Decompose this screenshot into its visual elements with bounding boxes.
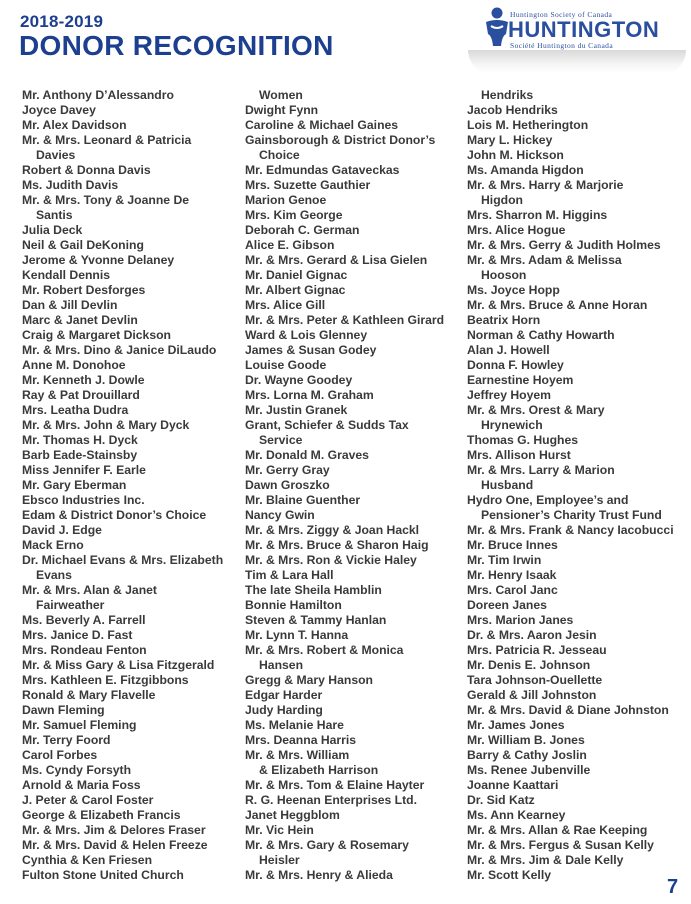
donor-name: Mr. & Mrs. Bruce & Anne Horan [467, 298, 648, 312]
logo-wordmark: HUNTINGTON [508, 17, 660, 42]
donor-name: Mr. Alex Davidson [22, 118, 127, 132]
donor-name: Mr. & Mrs. Tom & Elaine Hayter [245, 778, 425, 792]
donor-name: Mrs. Carol Janc [467, 583, 558, 597]
year-label: 2018-2019 [20, 12, 104, 31]
donor-name: Davies [36, 148, 76, 162]
donor-name: Mr. & Mrs. Bruce & Sharon Haig [245, 538, 429, 552]
donor-name: Mr. Thomas H. Dyck [22, 433, 138, 447]
donor-name: Mr. & Mrs. Gerard & Lisa Gielen [245, 253, 428, 267]
donor-name: Mr. & Mrs. Frank & Nancy Iacobucci [467, 523, 674, 537]
huntington-logo [468, 4, 686, 74]
logo-french-name: Société Huntington du Canada [510, 41, 614, 50]
donor-name: Mrs. Allison Hurst [467, 448, 571, 462]
donor-name: Dr. Wayne Goodey [245, 373, 353, 387]
donor-name: Cynthia & Ken Friesen [22, 853, 153, 867]
donor-name: Hooson [481, 268, 527, 282]
donor-name: Mr. & Mrs. Harry & Marjorie [467, 178, 624, 192]
donor-name: Mr. & Mrs. William [245, 748, 350, 762]
donor-name: Mrs. Alice Gill [245, 298, 326, 312]
donor-name: Mrs. Suzette Gauthier [245, 178, 371, 192]
donor-column-1 [22, 88, 244, 883]
donor-name: Nancy Gwin [245, 508, 315, 522]
donor-name: Mr. & Mrs. Orest & Mary [467, 403, 605, 417]
donor-name: Mrs. Sharron M. Higgins [467, 208, 608, 222]
donor-name: Fulton Stone United Church [22, 868, 184, 882]
donor-name: Ms. Ann Kearney [467, 808, 566, 822]
donor-name: Mr. & Mrs. John & Mary Dyck [22, 418, 190, 432]
donor-name: Hansen [259, 658, 304, 672]
donor-name: John M. Hickson [467, 148, 564, 162]
donor-name: Caroline & Michael Gaines [245, 118, 399, 132]
donor-name: Mr. Donald M. Graves [245, 448, 369, 462]
donor-name: Barry & Cathy Joslin [467, 748, 587, 762]
donor-name: Alice E. Gibson [245, 238, 335, 252]
donor-name: Mr. Blaine Guenther [245, 493, 361, 507]
donor-name: Mr. & Mrs. Tony & Joanne De [22, 193, 190, 207]
donor-column-2 [245, 88, 467, 883]
donor-name: Ms. Judith Davis [22, 178, 119, 192]
donor-name: Mr. & Mrs. Peter & Kathleen Girard [245, 313, 445, 327]
donor-name: Doreen Janes [467, 598, 547, 612]
donor-name: Dawn Fleming [22, 703, 105, 717]
donor-name: Hrynewich [481, 418, 543, 432]
donor-name: Mr. Lynn T. Hanna [245, 628, 349, 642]
donor-name: Mr. Bruce Innes [467, 538, 558, 552]
donor-name: Gerald & Jill Johnston [467, 688, 597, 702]
donor-name: Mr. Anthony D’Alessandro [22, 88, 174, 102]
donor-name: Mr. & Mrs. David & Helen Freeze [22, 838, 208, 852]
donor-name: Mr. Tim Irwin [467, 553, 542, 567]
logo-swoosh [468, 50, 686, 74]
donor-name: Ebsco Industries Inc. [22, 493, 145, 507]
donor-name: Heisler [259, 853, 300, 867]
donor-name: Mr. Vic Hein [245, 823, 314, 837]
donor-name: Mr. Justin Granek [245, 403, 348, 417]
donor-name: Dr. & Mrs. Aaron Jesin [467, 628, 597, 642]
donor-name: Jeffrey Hoyem [467, 388, 551, 402]
donor-name: Beatrix Horn [467, 313, 541, 327]
donor-name: Mrs. Leatha Dudra [22, 403, 129, 417]
donor-name: Mr. & Mrs. Jim & Delores Fraser [22, 823, 206, 837]
donor-name: Mr. & Mrs. Ron & Vickie Haley [245, 553, 417, 567]
donor-name: Joanne Kaattari [467, 778, 559, 792]
donor-name: Ronald & Mary Flavelle [22, 688, 156, 702]
donor-name: Gainsborough & District Donor’s [245, 133, 436, 147]
donor-name: Dr. Sid Katz [467, 793, 535, 807]
donor-name: Ms. Amanda Higdon [467, 163, 584, 177]
donor-name: Mrs. Marion Janes [467, 613, 574, 627]
donor-name: Mr. & Mrs. Alan & Janet [22, 583, 157, 597]
donor-name: James & Susan Godey [245, 343, 377, 357]
page-title: DONOR RECOGNITION [19, 30, 334, 61]
donor-name: Mrs. Deanna Harris [245, 733, 357, 747]
donor-name: The late Sheila Hamblin [245, 583, 382, 597]
donor-name: Mr. & Mrs. Henry & Alieda [245, 868, 393, 882]
donor-name: Mr. & Mrs. Allan & Rae Keeping [467, 823, 648, 837]
donor-name: Mr. Samuel Fleming [22, 718, 137, 732]
donor-name: Mr. William B. Jones [467, 733, 585, 747]
donor-name: Higdon [481, 193, 523, 207]
donor-name: Marc & Janet Devlin [22, 313, 138, 327]
donor-name: Mrs. Rondeau Fenton [22, 643, 147, 657]
donor-name: Ms. Beverly A. Farrell [22, 613, 146, 627]
donor-name: Mr. Robert Desforges [22, 283, 146, 297]
donor-name: Edgar Harder [245, 688, 323, 702]
donor-name: Miss Jennifer F. Earle [22, 463, 146, 477]
donor-name: Mr. & Mrs. Leonard & Patricia [22, 133, 192, 147]
donor-column-3 [467, 88, 689, 883]
donor-name: Dr. Michael Evans & Mrs. Elizabeth [22, 553, 224, 567]
donor-name: Tara Johnson-Ouellette [467, 673, 603, 687]
donor-name: Mr. & Mrs. Robert & Monica [245, 643, 404, 657]
donor-name: Mrs. Lorna M. Graham [245, 388, 374, 402]
donor-name: Dan & Jill Devlin [22, 298, 118, 312]
donor-name: Mr. & Mrs. Jim & Dale Kelly [467, 853, 624, 867]
donor-name: Mrs. Kim George [245, 208, 343, 222]
donor-name: Joyce Davey [22, 103, 96, 117]
donor-name: Mr. James Jones [467, 718, 565, 732]
donor-name: Gregg & Mary Hanson [245, 673, 373, 687]
donor-name: Pensioner’s Charity Trust Fund [481, 508, 662, 522]
donor-name: Mr. & Mrs. David & Diane Johnston [467, 703, 669, 717]
donor-name: Mr. & Mrs. Dino & Janice DiLaudo [22, 343, 217, 357]
donor-name: Jacob Hendriks [467, 103, 558, 117]
donor-name: Kendall Dennis [22, 268, 111, 282]
donor-name: Mr. Scott Kelly [467, 868, 551, 882]
donor-name: Jerome & Yvonne Delaney [22, 253, 175, 267]
donor-name: Hydro One, Employee’s and [467, 493, 629, 507]
donor-name: Mr. & Miss Gary & Lisa Fitzgerald [22, 658, 215, 672]
donor-name: Mr. Denis E. Johnson [467, 658, 591, 672]
donor-name: Steven & Tammy Hanlan [245, 613, 387, 627]
donor-name: Dwight Fynn [245, 103, 319, 117]
donor-name: Evans [36, 568, 72, 582]
donor-name: Mack Erno [22, 538, 84, 552]
donor-name: Judy Harding [245, 703, 323, 717]
donor-name: Deborah C. German [245, 223, 360, 237]
logo-english-name: Huntington Society of Canada [510, 10, 613, 19]
donor-name: Barb Eade-Stainsby [22, 448, 138, 462]
donor-name: Grant, Schiefer & Sudds Tax [245, 418, 409, 432]
donor-name: Mr. Daniel Gignac [245, 268, 348, 282]
donor-name: Fairweather [36, 598, 105, 612]
donor-name: Bonnie Hamilton [245, 598, 342, 612]
donor-name: Marion Genoe [245, 193, 327, 207]
donor-name: Ms. Joyce Hopp [467, 283, 560, 297]
donor-name: Arnold & Maria Foss [22, 778, 141, 792]
donor-name: Mr. & Mrs. Adam & Melissa [467, 253, 622, 267]
donor-name: Mrs. Kathleen E. Fitzgibbons [22, 673, 189, 687]
donor-name: Mary L. Hickey [467, 133, 553, 147]
donor-name: Earnestine Hoyem [467, 373, 574, 387]
donor-name: Mr. Henry Isaak [467, 568, 557, 582]
donor-name: Edam & District Donor’s Choice [22, 508, 207, 522]
donor-name: Husband [481, 478, 534, 492]
donor-name: Donna F. Howley [467, 358, 564, 372]
donor-name: Mr. Gerry Gray [245, 463, 330, 477]
donor-name: Robert & Donna Davis [22, 163, 151, 177]
donor-name: George & Elizabeth Francis [22, 808, 181, 822]
donor-name: Carol Forbes [22, 748, 98, 762]
donor-name: Ms. Cyndy Forsyth [22, 763, 132, 777]
donor-name: Santis [36, 208, 73, 222]
donor-name: Mr. Albert Gignac [245, 283, 346, 297]
donor-name: Ms. Renee Jubenville [467, 763, 591, 777]
donor-name: Mr. & Mrs. Gerry & Judith Holmes [467, 238, 661, 252]
donor-name: Mr. Edmundas Gataveckas [245, 163, 400, 177]
donor-name: Ms. Melanie Hare [245, 718, 344, 732]
donor-name: Ward & Lois Glenney [245, 328, 368, 342]
donor-name: Alan J. Howell [467, 343, 550, 357]
donor-name: Service [259, 433, 303, 447]
donor-name: David J. Edge [22, 523, 102, 537]
page-number: 7 [667, 876, 679, 898]
donor-name: & Elizabeth Harrison [259, 763, 379, 777]
donor-name: Janet Heggblom [245, 808, 340, 822]
donor-name: Women [259, 88, 303, 102]
donor-name: Mr. & Mrs. Larry & Marion [467, 463, 615, 477]
donor-name: Neil & Gail DeKoning [22, 238, 144, 252]
donor-name: Lois M. Hetherington [467, 118, 589, 132]
donor-name: J. Peter & Carol Foster [22, 793, 154, 807]
donor-name: Mr. Terry Foord [22, 733, 111, 747]
donor-name: Mrs. Alice Hogue [467, 223, 566, 237]
donor-name: Choice [259, 148, 300, 162]
donor-name: Mr. Gary Eberman [22, 478, 127, 492]
donor-name: Louise Goode [245, 358, 327, 372]
donor-name: Mrs. Patricia R. Jesseau [467, 643, 607, 657]
donor-name: Mr. & Mrs. Gary & Rosemary [245, 838, 409, 852]
donor-name: Norman & Cathy Howarth [467, 328, 615, 342]
donor-name: Mr. & Mrs. Ziggy & Joan Hackl [245, 523, 420, 537]
donor-name: Ray & Pat Drouillard [22, 388, 140, 402]
donor-name: Anne M. Donohoe [22, 358, 126, 372]
donor-name: Mr. & Mrs. Fergus & Susan Kelly [467, 838, 654, 852]
donor-name: Hendriks [481, 88, 534, 102]
donor-name: Tim & Lara Hall [245, 568, 334, 582]
donor-name: R. G. Heenan Enterprises Ltd. [245, 793, 418, 807]
donor-name: Julia Deck [22, 223, 83, 237]
donor-name: Mr. Kenneth J. Dowle [22, 373, 145, 387]
donor-name: Mrs. Janice D. Fast [22, 628, 133, 642]
donor-name: Thomas G. Hughes [467, 433, 579, 447]
donor-name: Dawn Groszko [245, 478, 330, 492]
donor-name: Craig & Margaret Dickson [22, 328, 171, 342]
